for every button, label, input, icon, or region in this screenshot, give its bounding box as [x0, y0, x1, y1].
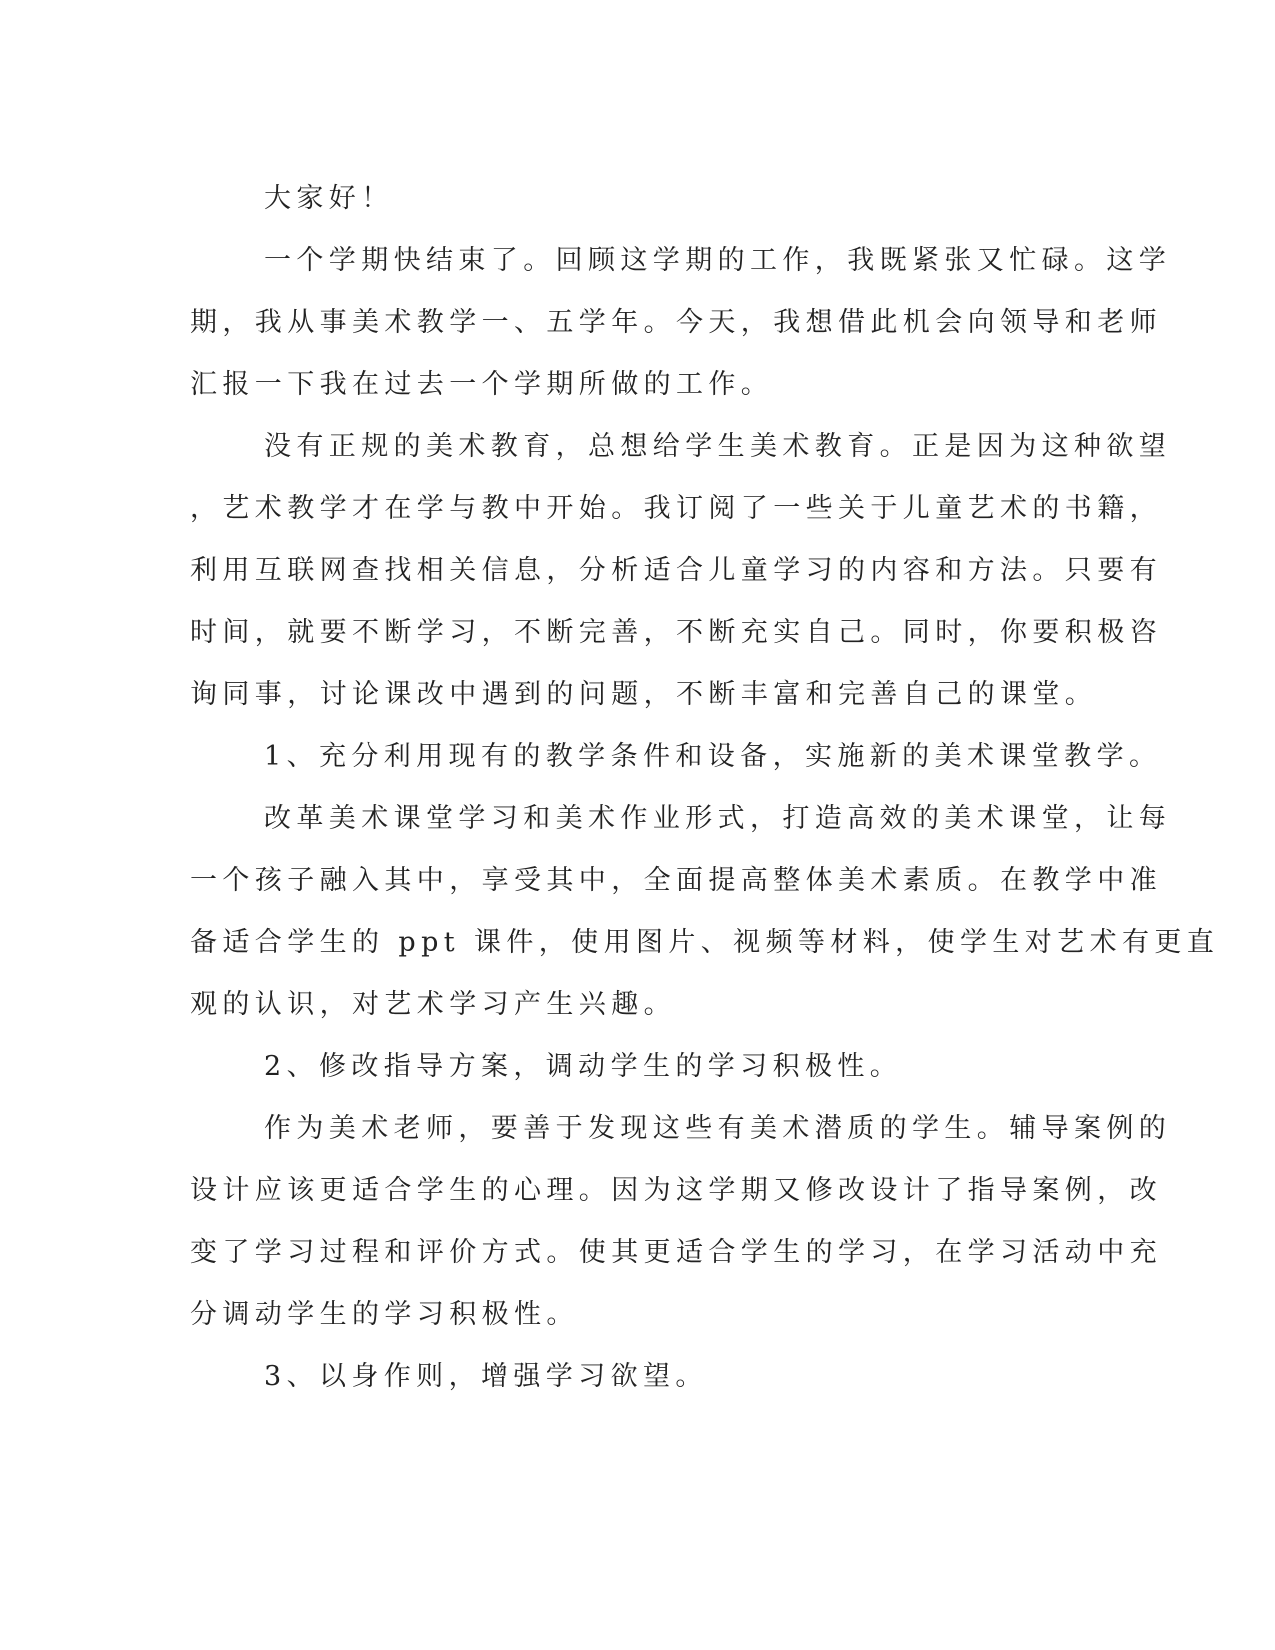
text-line: 没有正规的美术教育，总想给学生美术教育。正是因为这种欲望 — [264, 431, 1172, 462]
text-line: 询同事，讨论课改中遇到的问题，不断丰富和完善自己的课堂。 — [190, 679, 1098, 710]
text-line: 时间，就要不断学习，不断完善，不断充实自己。同时，你要积极咨 — [190, 617, 1162, 648]
text-line: 3、以身作则，增强学习欲望。 — [264, 1361, 708, 1392]
text-line: 作为美术老师，要善于发现这些有美术潜质的学生。辅导案例的 — [264, 1113, 1172, 1144]
text-line: 变了学习过程和评价方式。使其更适合学生的学习，在学习活动中充 — [190, 1237, 1162, 1268]
text-line: 分调动学生的学习积极性。 — [190, 1299, 579, 1330]
text-line: 2、修改指导方案，调动学生的学习积极性。 — [264, 1051, 903, 1082]
text-line: 汇报一下我在过去一个学期所做的工作。 — [190, 369, 774, 400]
document-body — [190, 168, 1220, 1408]
text-line: 一个孩子融入其中，享受其中，全面提高整体美术素质。在教学中准 — [190, 865, 1162, 896]
text-line: ，艺术教学才在学与教中开始。我订阅了一些关于儿童艺术的书籍， — [190, 493, 1162, 524]
text-line: 改革美术课堂学习和美术作业形式，打造高效的美术课堂，让每 — [264, 803, 1172, 834]
text-line: 1、充分利用现有的教学条件和设备，实施新的美术课堂教学。 — [264, 741, 1162, 772]
text-line: 设计应该更适合学生的心理。因为这学期又修改设计了指导案例，改 — [190, 1175, 1162, 1206]
text-line: 一个学期快结束了。回顾这学期的工作，我既紧张又忙碌。这学 — [264, 245, 1172, 276]
text-line: 备适合学生的 ppt 课件，使用图片、视频等材料，使学生对艺术有更直 — [190, 927, 1220, 958]
text-line: 观的认识，对艺术学习产生兴趣。 — [190, 989, 676, 1020]
text-line: 大家好！ — [264, 183, 394, 214]
text-line: 利用互联网查找相关信息，分析适合儿童学习的内容和方法。只要有 — [190, 555, 1162, 586]
text-line: 期，我从事美术教学一、五学年。今天，我想借此机会向领导和老师 — [190, 307, 1162, 338]
